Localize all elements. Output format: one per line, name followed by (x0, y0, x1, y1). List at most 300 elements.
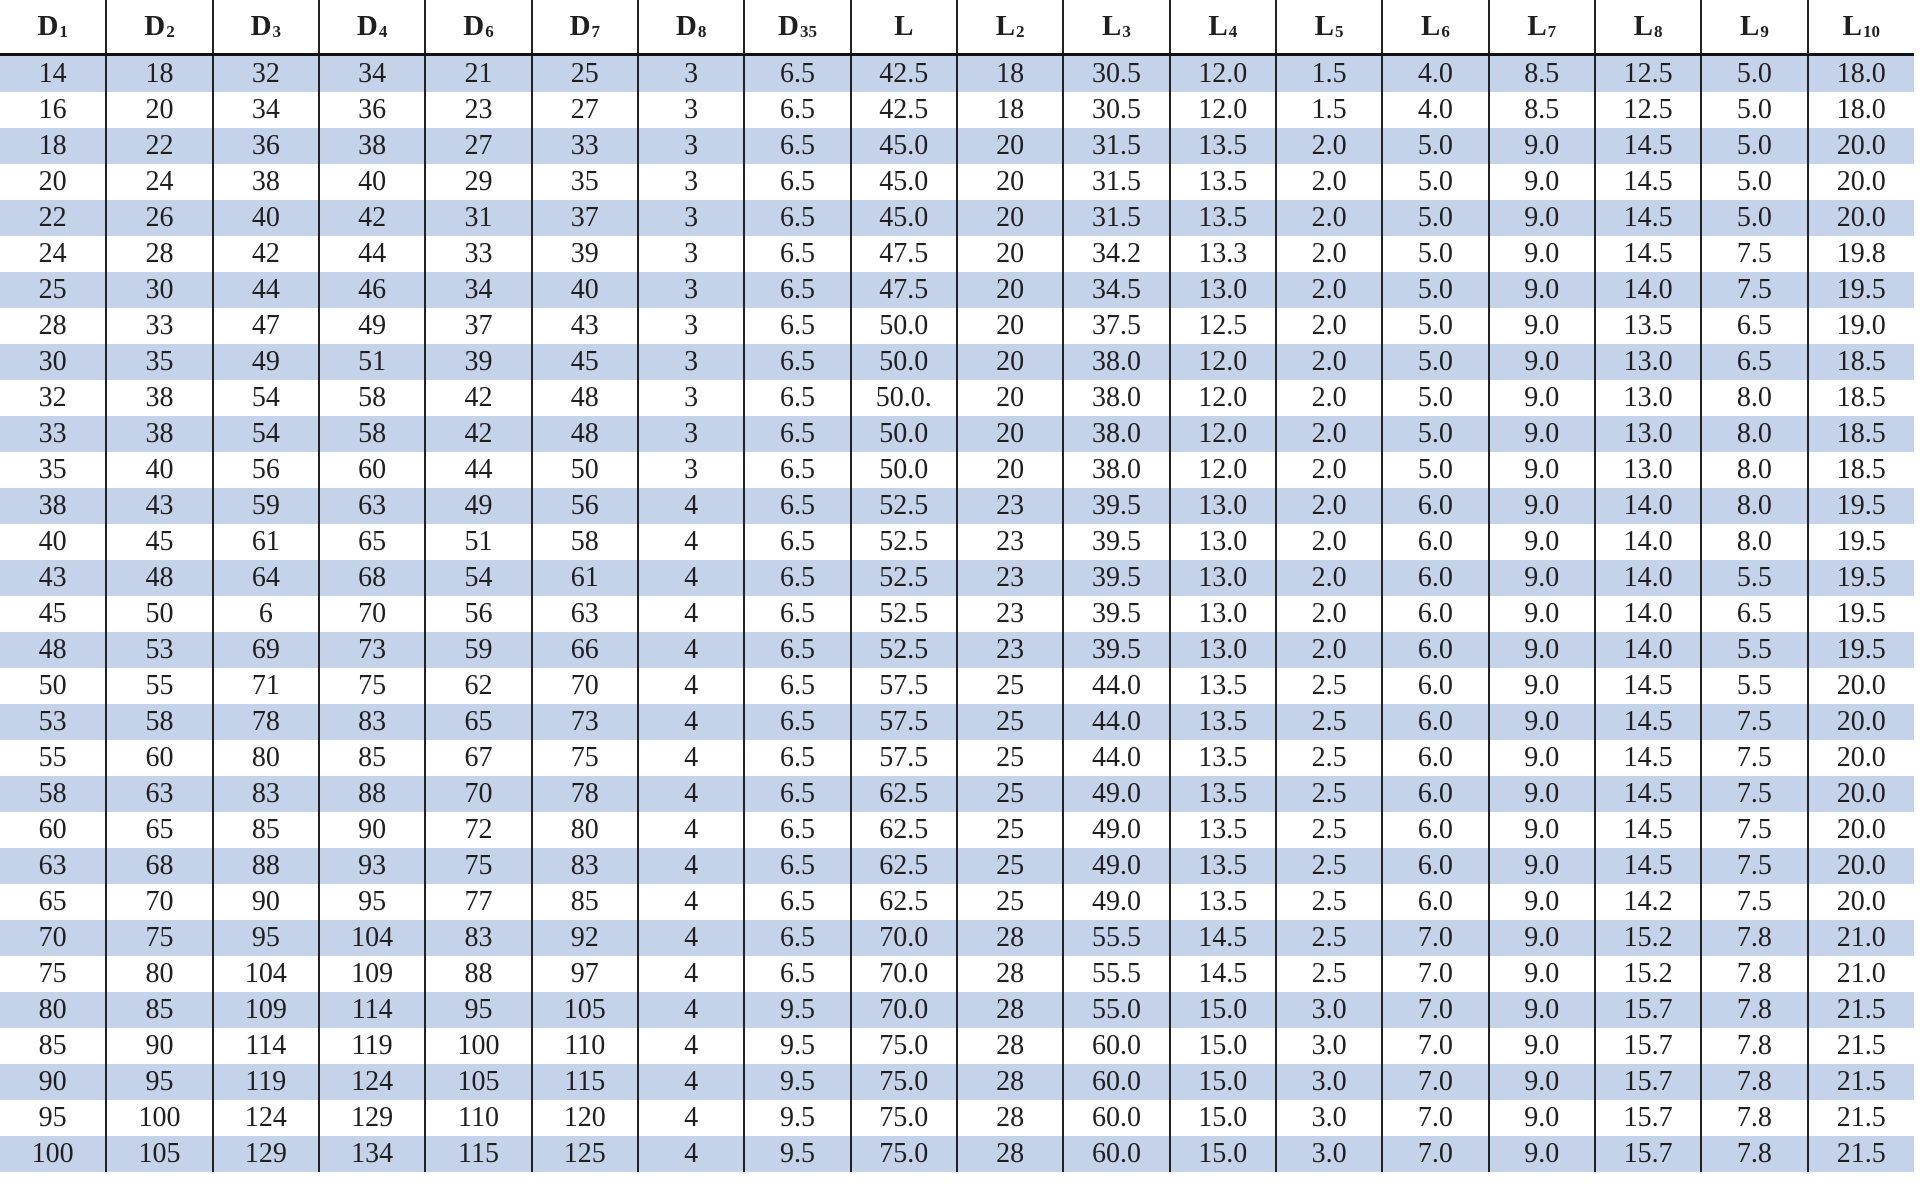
table-cell: 56 (532, 488, 638, 524)
table-cell: 73 (532, 704, 638, 740)
table-cell: 3.0 (1276, 992, 1382, 1028)
table-cell: 21.0 (1808, 920, 1914, 956)
column-header (744, 0, 850, 55)
table-row (0, 920, 1914, 956)
table-cell: 38 (106, 416, 212, 452)
table-cell: 13.0 (1595, 416, 1701, 452)
table-cell: 15.0 (1170, 1136, 1276, 1172)
table-cell: 85 (213, 812, 319, 848)
table-cell: 3 (638, 200, 744, 236)
table-cell: 4 (638, 524, 744, 560)
column-header-symbol: L (1842, 10, 1862, 42)
table-cell: 6.0 (1382, 704, 1488, 740)
table-cell: 72 (425, 812, 531, 848)
column-header-subscript: 2 (166, 22, 175, 41)
table-cell: 13.0 (1595, 452, 1701, 488)
table-cell: 13.0 (1170, 632, 1276, 668)
table-cell: 110 (425, 1100, 531, 1136)
table-cell: 7.8 (1701, 920, 1807, 956)
table-row (0, 92, 1914, 128)
table-cell: 3 (638, 344, 744, 380)
table-cell: 37.5 (1063, 308, 1169, 344)
table-cell: 6.0 (1382, 848, 1488, 884)
table-cell: 65 (319, 524, 425, 560)
column-header-subscript: 3 (272, 22, 282, 41)
column-header-subscript: 35 (799, 22, 817, 41)
table-cell: 20 (0, 164, 106, 200)
table-cell: 15.7 (1595, 1100, 1701, 1136)
table-cell: 8.0 (1701, 380, 1807, 416)
table-cell: 3 (638, 308, 744, 344)
table-cell: 7.8 (1701, 1136, 1807, 1172)
table-cell: 39.5 (1063, 596, 1169, 632)
table-cell: 6.5 (744, 380, 850, 416)
table-cell: 4 (638, 1100, 744, 1136)
table-cell: 75.0 (851, 1100, 957, 1136)
table-cell: 45 (0, 596, 106, 632)
table-cell: 49 (319, 308, 425, 344)
table-cell: 38 (106, 380, 212, 416)
table-cell: 9.0 (1489, 1136, 1595, 1172)
column-header-subscript: 2 (1016, 22, 1025, 41)
table-cell: 80 (0, 992, 106, 1028)
table-cell: 49.0 (1063, 884, 1169, 920)
table-cell: 20 (957, 308, 1063, 344)
table-cell: 20 (957, 236, 1063, 272)
table-cell: 7.5 (1701, 776, 1807, 812)
table-cell: 7.0 (1382, 920, 1488, 956)
table-cell: 47 (213, 308, 319, 344)
column-header-symbol: L (1633, 10, 1653, 42)
table-cell: 28 (957, 992, 1063, 1028)
table-cell: 70 (0, 920, 106, 956)
table-cell: 6.0 (1382, 668, 1488, 704)
table-cell: 6.5 (1701, 596, 1807, 632)
table-cell: 43 (106, 488, 212, 524)
column-header-symbol: L (1739, 10, 1760, 42)
table-cell: 49.0 (1063, 812, 1169, 848)
table-cell: 6.0 (1382, 560, 1488, 596)
column-header (532, 0, 638, 55)
table-row (0, 524, 1914, 560)
table-cell: 57.5 (851, 740, 957, 776)
table-cell: 12.0 (1170, 55, 1276, 93)
table-cell: 6.5 (744, 344, 850, 380)
table-cell: 34.5 (1063, 272, 1169, 308)
table-cell: 13.0 (1170, 272, 1276, 308)
table-cell: 48 (532, 416, 638, 452)
table-cell: 6.5 (744, 596, 850, 632)
table-cell: 75 (106, 920, 212, 956)
table-cell: 25 (957, 704, 1063, 740)
table-cell: 22 (106, 128, 212, 164)
table-cell: 54 (213, 380, 319, 416)
table-cell: 59 (213, 488, 319, 524)
table-cell: 18 (957, 92, 1063, 128)
table-cell: 42.5 (851, 92, 957, 128)
table-cell: 9.0 (1489, 848, 1595, 884)
table-row (0, 1028, 1914, 1064)
table-cell: 20.0 (1808, 884, 1914, 920)
table-cell: 58 (319, 380, 425, 416)
table-row (0, 308, 1914, 344)
table-cell: 9.5 (744, 1028, 850, 1064)
table-cell: 75 (0, 956, 106, 992)
table-cell: 9.0 (1489, 128, 1595, 164)
column-header-symbol: L (1208, 10, 1228, 42)
table-cell: 13.5 (1170, 740, 1276, 776)
table-cell: 2.5 (1276, 848, 1382, 884)
table-cell: 4 (638, 596, 744, 632)
table-cell: 4 (638, 848, 744, 884)
table-cell: 62.5 (851, 884, 957, 920)
table-row (0, 55, 1914, 93)
table-cell: 9.0 (1489, 668, 1595, 704)
table-cell: 25 (957, 668, 1063, 704)
table-cell: 70.0 (851, 956, 957, 992)
table-cell: 95 (319, 884, 425, 920)
column-header-subscript: 9 (1760, 22, 1769, 41)
table-cell: 19.5 (1808, 272, 1914, 308)
table-cell: 2.0 (1276, 632, 1382, 668)
table-cell: 19.8 (1808, 236, 1914, 272)
column-header-symbol: L (1102, 10, 1122, 42)
table-cell: 5.5 (1701, 560, 1807, 596)
table-cell: 80 (532, 812, 638, 848)
table-cell: 15.0 (1170, 1064, 1276, 1100)
table-cell: 50 (532, 452, 638, 488)
table-cell: 18.0 (1808, 55, 1914, 93)
table-cell: 14.0 (1595, 488, 1701, 524)
table-cell: 44 (213, 272, 319, 308)
table-cell: 48 (0, 632, 106, 668)
table-cell: 124 (213, 1100, 319, 1136)
table-cell: 13.0 (1170, 560, 1276, 596)
column-header-subscript: 1 (59, 22, 68, 41)
table-cell: 50 (106, 596, 212, 632)
table-cell: 33 (0, 416, 106, 452)
column-header (957, 0, 1063, 55)
table-cell: 7.5 (1701, 740, 1807, 776)
table-cell: 3 (638, 164, 744, 200)
table-cell: 52.5 (851, 488, 957, 524)
table-cell: 20 (957, 200, 1063, 236)
table-cell: 14.5 (1595, 128, 1701, 164)
table-cell: 6.5 (744, 920, 850, 956)
table-cell: 110 (532, 1028, 638, 1064)
table-cell: 15.0 (1170, 1100, 1276, 1136)
table-cell: 83 (319, 704, 425, 740)
table-cell: 7.0 (1382, 1100, 1488, 1136)
table-cell: 14.2 (1595, 884, 1701, 920)
table-cell: 55 (0, 740, 106, 776)
table-cell: 28 (957, 1028, 1063, 1064)
table-cell: 15.7 (1595, 1136, 1701, 1172)
table-cell: 50.0. (851, 380, 957, 416)
table-cell: 49.0 (1063, 776, 1169, 812)
column-header-symbol: D (144, 10, 166, 42)
table-cell: 31 (425, 200, 531, 236)
table-cell: 3.0 (1276, 1136, 1382, 1172)
table-cell: 83 (425, 920, 531, 956)
table-cell: 7.5 (1701, 848, 1807, 884)
table-cell: 7.0 (1382, 1064, 1488, 1100)
table-cell: 6.5 (744, 55, 850, 93)
table-cell: 34 (213, 92, 319, 128)
table-cell: 9.0 (1489, 416, 1595, 452)
table-cell: 71 (213, 668, 319, 704)
table-cell: 65 (425, 704, 531, 740)
table-cell: 9.0 (1489, 596, 1595, 632)
table-cell: 2.0 (1276, 164, 1382, 200)
table-cell: 5.0 (1701, 164, 1807, 200)
table-cell: 20 (957, 272, 1063, 308)
table-cell: 50.0 (851, 416, 957, 452)
table-cell: 13.5 (1170, 668, 1276, 704)
table-cell: 2.0 (1276, 524, 1382, 560)
table-cell: 36 (319, 92, 425, 128)
table-cell: 2.5 (1276, 812, 1382, 848)
column-header-symbol: D (463, 10, 485, 42)
table-cell: 4 (638, 740, 744, 776)
table-cell: 115 (425, 1136, 531, 1172)
table-cell: 2.0 (1276, 560, 1382, 596)
table-cell: 97 (532, 956, 638, 992)
table-cell: 9.0 (1489, 632, 1595, 668)
table-cell: 14.5 (1595, 668, 1701, 704)
table-cell: 9.0 (1489, 920, 1595, 956)
table-cell: 80 (213, 740, 319, 776)
table-cell: 60.0 (1063, 1100, 1169, 1136)
column-header (1808, 0, 1914, 55)
table-cell: 45 (106, 524, 212, 560)
table-cell: 32 (0, 380, 106, 416)
table-cell: 67 (425, 740, 531, 776)
table-cell: 47.5 (851, 272, 957, 308)
table-cell: 90 (213, 884, 319, 920)
table-cell: 4.0 (1382, 92, 1488, 128)
table-cell: 5.0 (1382, 164, 1488, 200)
table-cell: 50 (0, 668, 106, 704)
table-cell: 43 (0, 560, 106, 596)
table-cell: 9.0 (1489, 884, 1595, 920)
table-cell: 75.0 (851, 1064, 957, 1100)
table-cell: 63 (319, 488, 425, 524)
table-cell: 13.0 (1595, 344, 1701, 380)
table-cell: 9.5 (744, 1136, 850, 1172)
table-cell: 4 (638, 776, 744, 812)
table-row (0, 632, 1914, 668)
column-header (213, 0, 319, 55)
table-cell: 38 (0, 488, 106, 524)
table-cell: 57.5 (851, 668, 957, 704)
table-cell: 6.5 (744, 128, 850, 164)
table-cell: 13.0 (1170, 524, 1276, 560)
table-cell: 100 (106, 1100, 212, 1136)
table-cell: 5.0 (1382, 200, 1488, 236)
column-header-symbol: D (777, 10, 799, 42)
table-cell: 9.0 (1489, 380, 1595, 416)
table-cell: 20.0 (1808, 668, 1914, 704)
table-cell: 20 (957, 344, 1063, 380)
table-cell: 4 (638, 488, 744, 524)
table-cell: 21.5 (1808, 1028, 1914, 1064)
table-cell: 6.5 (744, 776, 850, 812)
table-cell: 9.0 (1489, 956, 1595, 992)
table-cell: 75.0 (851, 1028, 957, 1064)
column-header-symbol: D (37, 10, 59, 42)
table-cell: 4 (638, 704, 744, 740)
table-cell: 20 (957, 164, 1063, 200)
table-cell: 18.0 (1808, 92, 1914, 128)
table-cell: 50.0 (851, 452, 957, 488)
table-cell: 52.5 (851, 632, 957, 668)
table-cell: 20.0 (1808, 812, 1914, 848)
table-cell: 25 (957, 884, 1063, 920)
table-cell: 60.0 (1063, 1028, 1169, 1064)
table-cell: 13.5 (1170, 884, 1276, 920)
table-cell: 19.5 (1808, 560, 1914, 596)
table-cell: 2.5 (1276, 956, 1382, 992)
table-cell: 90 (319, 812, 425, 848)
table-cell: 5.5 (1701, 668, 1807, 704)
table-cell: 14.5 (1595, 704, 1701, 740)
table-cell: 21.5 (1808, 1136, 1914, 1172)
table-cell: 15.7 (1595, 992, 1701, 1028)
table-cell: 12.5 (1170, 308, 1276, 344)
table-cell: 15.0 (1170, 1028, 1276, 1064)
table-cell: 65 (106, 812, 212, 848)
table-cell: 29 (425, 164, 531, 200)
table-cell: 9.0 (1489, 560, 1595, 596)
table-row (0, 488, 1914, 524)
table-cell: 19.5 (1808, 632, 1914, 668)
table-cell: 43 (532, 308, 638, 344)
table-cell: 14.5 (1595, 812, 1701, 848)
table-cell: 28 (106, 236, 212, 272)
table-cell: 8.5 (1489, 92, 1595, 128)
table-cell: 23 (957, 488, 1063, 524)
table-cell: 4 (638, 1028, 744, 1064)
table-cell: 75 (425, 848, 531, 884)
table-cell: 34.2 (1063, 236, 1169, 272)
table-cell: 36 (213, 128, 319, 164)
table-cell: 6.5 (744, 164, 850, 200)
table-cell: 60 (319, 452, 425, 488)
table-cell: 7.8 (1701, 1028, 1807, 1064)
table-cell: 5.0 (1701, 128, 1807, 164)
table-cell: 7.0 (1382, 956, 1488, 992)
table-cell: 4 (638, 668, 744, 704)
table-cell: 12.0 (1170, 380, 1276, 416)
column-header (1595, 0, 1701, 55)
column-header-symbol: D (675, 10, 697, 42)
table-cell: 3 (638, 92, 744, 128)
table-cell: 105 (425, 1064, 531, 1100)
table-cell: 95 (425, 992, 531, 1028)
table-cell: 61 (213, 524, 319, 560)
table-cell: 20.0 (1808, 776, 1914, 812)
table-cell: 5.0 (1382, 308, 1488, 344)
table-cell: 34 (319, 55, 425, 93)
table-cell: 78 (213, 704, 319, 740)
table-cell: 8.5 (1489, 55, 1595, 93)
table-cell: 75 (319, 668, 425, 704)
table-cell: 5.0 (1382, 452, 1488, 488)
table-cell: 64 (213, 560, 319, 596)
table-cell: 44 (319, 236, 425, 272)
table-cell: 38.0 (1063, 416, 1169, 452)
table-cell: 6.5 (744, 200, 850, 236)
table-cell: 3 (638, 380, 744, 416)
table-cell: 6.0 (1382, 884, 1488, 920)
table-cell: 42 (319, 200, 425, 236)
column-header (319, 0, 425, 55)
table-cell: 45.0 (851, 164, 957, 200)
table-cell: 68 (319, 560, 425, 596)
table-cell: 34 (425, 272, 531, 308)
table-cell: 7.5 (1701, 704, 1807, 740)
table-cell: 38 (213, 164, 319, 200)
table-cell: 33 (425, 236, 531, 272)
table-cell: 70.0 (851, 992, 957, 1028)
table-cell: 28 (957, 1100, 1063, 1136)
table-cell: 45.0 (851, 200, 957, 236)
table-cell: 53 (106, 632, 212, 668)
table-cell: 9.0 (1489, 488, 1595, 524)
table-cell: 44.0 (1063, 668, 1169, 704)
table-cell: 7.8 (1701, 956, 1807, 992)
table-cell: 12.5 (1595, 92, 1701, 128)
column-header-subscript: 6 (1441, 22, 1450, 41)
table-cell: 4 (638, 812, 744, 848)
column-header (1701, 0, 1807, 55)
table-cell: 14.5 (1595, 740, 1701, 776)
table-cell: 9.0 (1489, 452, 1595, 488)
table-cell: 13.5 (1170, 848, 1276, 884)
table-cell: 62.5 (851, 776, 957, 812)
table-cell: 14.5 (1595, 200, 1701, 236)
table-cell: 9.0 (1489, 308, 1595, 344)
table-cell: 23 (957, 560, 1063, 596)
table-cell: 115 (532, 1064, 638, 1100)
table-cell: 1.5 (1276, 55, 1382, 93)
table-cell: 35 (0, 452, 106, 488)
column-header-symbol: L (1314, 10, 1335, 42)
table-row (0, 560, 1914, 596)
table-cell: 49 (213, 344, 319, 380)
table-row (0, 848, 1914, 884)
table-cell: 44 (425, 452, 531, 488)
column-header (638, 0, 744, 55)
table-cell: 14.5 (1170, 956, 1276, 992)
table-cell: 2.5 (1276, 668, 1382, 704)
table-cell: 65 (0, 884, 106, 920)
column-header (106, 0, 212, 55)
table-cell: 6.5 (744, 704, 850, 740)
table-cell: 3 (638, 452, 744, 488)
table-row (0, 236, 1914, 272)
table-cell: 4 (638, 884, 744, 920)
table-cell: 63 (106, 776, 212, 812)
table-cell: 7.0 (1382, 1136, 1488, 1172)
table-cell: 14.0 (1595, 272, 1701, 308)
table-cell: 15.7 (1595, 1064, 1701, 1100)
table-cell: 19.5 (1808, 524, 1914, 560)
table-cell: 50.0 (851, 344, 957, 380)
table-row (0, 1136, 1914, 1172)
table-cell: 6.0 (1382, 812, 1488, 848)
